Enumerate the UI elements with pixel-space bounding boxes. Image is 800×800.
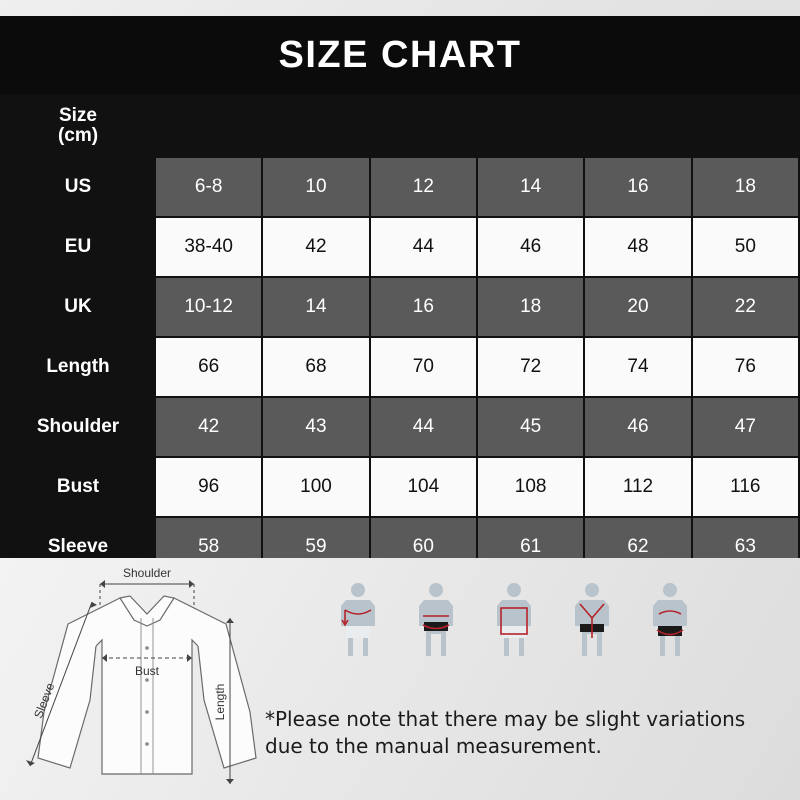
table-row — [1, 457, 799, 517]
table-cell: 42 — [155, 397, 262, 457]
row-label-length: Length — [1, 337, 155, 397]
page-title: SIZE CHART — [278, 33, 522, 76]
table-cell: 50 — [692, 217, 799, 277]
table-cell: 68 — [262, 337, 369, 397]
table-cell: 12 — [370, 157, 477, 217]
length-label: Length — [213, 683, 227, 721]
table-cell: 10-12 — [155, 277, 262, 337]
table-cell: 58 — [155, 517, 262, 577]
body-figure-length — [497, 583, 531, 656]
table-cell: 46 — [584, 397, 691, 457]
measurement-note: *Please note that there may be slight variations due to the manual measurement. — [265, 707, 746, 758]
table-cell: 43 — [262, 397, 369, 457]
bust-label: Bust — [134, 664, 160, 678]
row-label-uk: UK — [1, 277, 155, 337]
table-cell: 59 — [262, 517, 369, 577]
table-cell: 76 — [692, 337, 799, 397]
table-cell: 60 — [370, 517, 477, 577]
column-header-3xl: 3XL — [584, 95, 691, 157]
row-label-us: US — [1, 157, 155, 217]
table-corner-label — [1, 95, 155, 157]
table-cell: 96 — [155, 457, 262, 517]
row-label-shoulder: Shoulder — [1, 397, 155, 457]
row-label-sleeve: Sleeve — [1, 517, 155, 577]
size-chart-table — [0, 94, 800, 578]
table-cell: 47 — [692, 397, 799, 457]
table-cell: 63 — [692, 517, 799, 577]
table-cell: 18 — [477, 277, 584, 337]
body-figure-waist — [419, 583, 453, 656]
column-header-m: M — [155, 95, 262, 157]
table-cell: 18 — [692, 157, 799, 217]
table-cell: 20 — [584, 277, 691, 337]
corner-label-line1: Size — [58, 105, 98, 127]
table-row — [1, 157, 799, 217]
table-cell: 42 — [262, 217, 369, 277]
column-header-xl: XL — [370, 95, 477, 157]
table-row — [1, 397, 799, 457]
column-header-2xl: 2XL — [477, 95, 584, 157]
table-cell: 100 — [262, 457, 369, 517]
table-cell: 48 — [584, 217, 691, 277]
sleeve-label: Sleeve — [31, 680, 58, 721]
table-cell: 16 — [370, 277, 477, 337]
table-cell: 44 — [370, 217, 477, 277]
table-cell: 61 — [477, 517, 584, 577]
table-cell: 38-40 — [155, 217, 262, 277]
table-header-row — [1, 95, 799, 157]
body-figure-chest — [341, 583, 375, 656]
table-cell: 70 — [370, 337, 477, 397]
shirt-diagram — [8, 562, 258, 800]
table-cell: 74 — [584, 337, 691, 397]
table-row — [1, 217, 799, 277]
shoulder-label: Shoulder — [122, 566, 172, 580]
table-cell: 108 — [477, 457, 584, 517]
table-cell: 66 — [155, 337, 262, 397]
table-row — [1, 337, 799, 397]
table-cell: 6-8 — [155, 157, 262, 217]
table-cell: 45 — [477, 397, 584, 457]
table-cell: 14 — [262, 277, 369, 337]
table-cell: 46 — [477, 217, 584, 277]
table-cell: 62 — [584, 517, 691, 577]
table-cell: 10 — [262, 157, 369, 217]
table-cell: 72 — [477, 337, 584, 397]
title-banner — [0, 16, 800, 94]
size-chart-table-wrap — [0, 94, 800, 578]
body-measure-figures — [318, 578, 733, 688]
illustration-area — [0, 558, 800, 800]
column-header-4xl: 4XL — [692, 95, 799, 157]
column-header-l: L — [262, 95, 369, 157]
table-row — [1, 277, 799, 337]
corner-label-line2: (cm) — [57, 125, 99, 146]
row-label-bust: Bust — [1, 457, 155, 517]
table-cell: 22 — [692, 277, 799, 337]
table-cell: 16 — [584, 157, 691, 217]
table-cell: 14 — [477, 157, 584, 217]
row-label-eu: EU — [1, 217, 155, 277]
table-cell: 104 — [370, 457, 477, 517]
table-cell: 116 — [692, 457, 799, 517]
table-cell: 44 — [370, 397, 477, 457]
table-cell: 112 — [584, 457, 691, 517]
body-figure-hip — [653, 583, 687, 656]
